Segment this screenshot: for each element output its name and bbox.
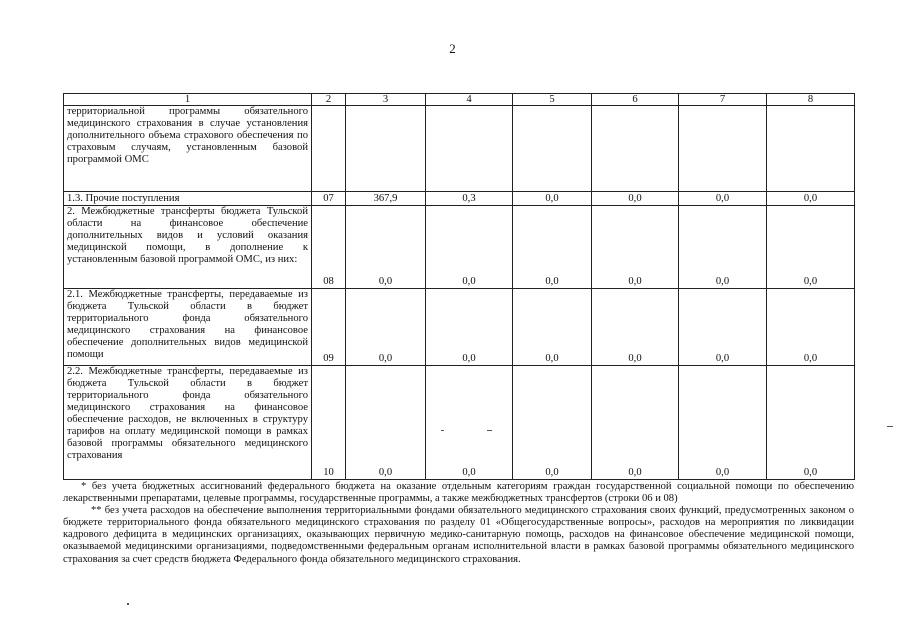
table-cell <box>679 106 767 192</box>
table-cell: 0,0 <box>592 366 679 480</box>
footnotes <box>63 481 854 566</box>
column-header: 6 <box>592 94 679 106</box>
table-cell: 0,0 <box>767 366 855 480</box>
footnote: * без учета бюджетных ассигнований федерального бюджета на оказание отдельным категориям граждан государственной социальной помощи по обеспечению лекарственными препаратами, целевые программы, государственные программы, а также межбюджетных трансфертов (строки 06 и 08) <box>63 481 854 505</box>
scan-speck <box>441 430 444 431</box>
column-header: 5 <box>513 94 592 106</box>
column-header: 4 <box>426 94 513 106</box>
table-cell <box>426 106 513 192</box>
column-header: 7 <box>679 94 767 106</box>
column-header: 2 <box>312 94 346 106</box>
column-header: 1 <box>64 94 312 106</box>
column-header: 3 <box>346 94 426 106</box>
table-cell: 367,9 <box>346 192 426 206</box>
table-cell: 0,0 <box>426 206 513 289</box>
table-cell <box>346 106 426 192</box>
row-code: 07 <box>312 192 346 206</box>
table-row <box>64 206 855 289</box>
row-code: 08 <box>312 206 346 289</box>
table-cell: 0,0 <box>592 192 679 206</box>
table-cell <box>513 106 592 192</box>
table-cell: 0,0 <box>679 192 767 206</box>
table-cell: 0,0 <box>513 192 592 206</box>
table-cell: 0,0 <box>513 289 592 366</box>
table-cell: 0,0 <box>767 289 855 366</box>
footnote: ** без учета расходов на обеспечение выполнения территориальными фондами обязательного медицинского страхования своих функций, предусмотренных законом о бюджете территориального фонда обязательного медицинского страхования по разделу 01 «Общегосударственные вопросы», расходов на мероприятия по ликвидации кадрового дефицита в медицинских организациях, оказывающих первичную медико-санитарную помощь, расходов на финансовое обеспечение медицинской помощи, оказываемой медицинскими организациями, подведомственными федеральным органам исполнительной власти в рамках базовой программы обязательного медицинского страхования за счет средств бюджета Федерального фонда обязательного медицинского страхования. <box>63 505 854 565</box>
table-cell: 0,3 <box>426 192 513 206</box>
table-cell: 0,0 <box>592 289 679 366</box>
table-cell: 0,0 <box>679 206 767 289</box>
table-cell: 0,0 <box>426 289 513 366</box>
column-header: 8 <box>767 94 855 106</box>
table-row <box>64 289 855 366</box>
table-cell: 0,0 <box>346 206 426 289</box>
table-cell: 0,0 <box>513 206 592 289</box>
row-code <box>312 106 346 192</box>
table-cell: 0,0 <box>346 366 426 480</box>
row-code: 10 <box>312 366 346 480</box>
table-cell: 0,0 <box>426 366 513 480</box>
row-label: 2.1. Межбюджетные трансферты, передаваемые из бюджета Тульской области в бюджет территориального фонда обязательного медицинского страхования на финансовое обеспечение дополнительных видов медицинской помощи <box>64 289 312 366</box>
table-cell: 0,0 <box>767 206 855 289</box>
table-header-row <box>64 94 855 106</box>
row-code: 09 <box>312 289 346 366</box>
table-cell: 0,0 <box>592 206 679 289</box>
row-label: 2.2. Межбюджетные трансферты, передаваемые из бюджета Тульской области в бюджет территориального фонда обязательного медицинского страхования на финансовое обеспечение расходов, не включенных в структуру тарифов на оплату медицинской помощи в рамках базовой программы обязательного медицинского страхования <box>64 366 312 480</box>
table-cell <box>767 106 855 192</box>
table-cell: 0,0 <box>767 192 855 206</box>
scan-speck <box>887 426 893 427</box>
row-label: 1.3. Прочие поступления <box>64 192 312 206</box>
table-cell <box>592 106 679 192</box>
table-cell: 0,0 <box>513 366 592 480</box>
scan-speck <box>487 430 492 431</box>
row-label: 2. Межбюджетные трансферты бюджета Тульской области на финансовое обеспечение дополнительных видов и условий оказания медицинской помощи, в дополнение к установленным базовой программой ОМС, из них: <box>64 206 312 289</box>
table-row <box>64 192 855 206</box>
scan-speck <box>127 603 129 605</box>
table-cell: 0,0 <box>346 289 426 366</box>
page-number: 2 <box>449 41 456 56</box>
table-cell: 0,0 <box>679 366 767 480</box>
table-row <box>64 106 855 192</box>
budget-table <box>63 93 855 480</box>
table-cell: 0,0 <box>679 289 767 366</box>
row-label: территориальной программы обязательного медицинского страхования в случае установления дополнительного объема страхового обеспечения по страховым случаям, установленным базовой программой ОМС <box>64 106 312 192</box>
table-row <box>64 366 855 480</box>
